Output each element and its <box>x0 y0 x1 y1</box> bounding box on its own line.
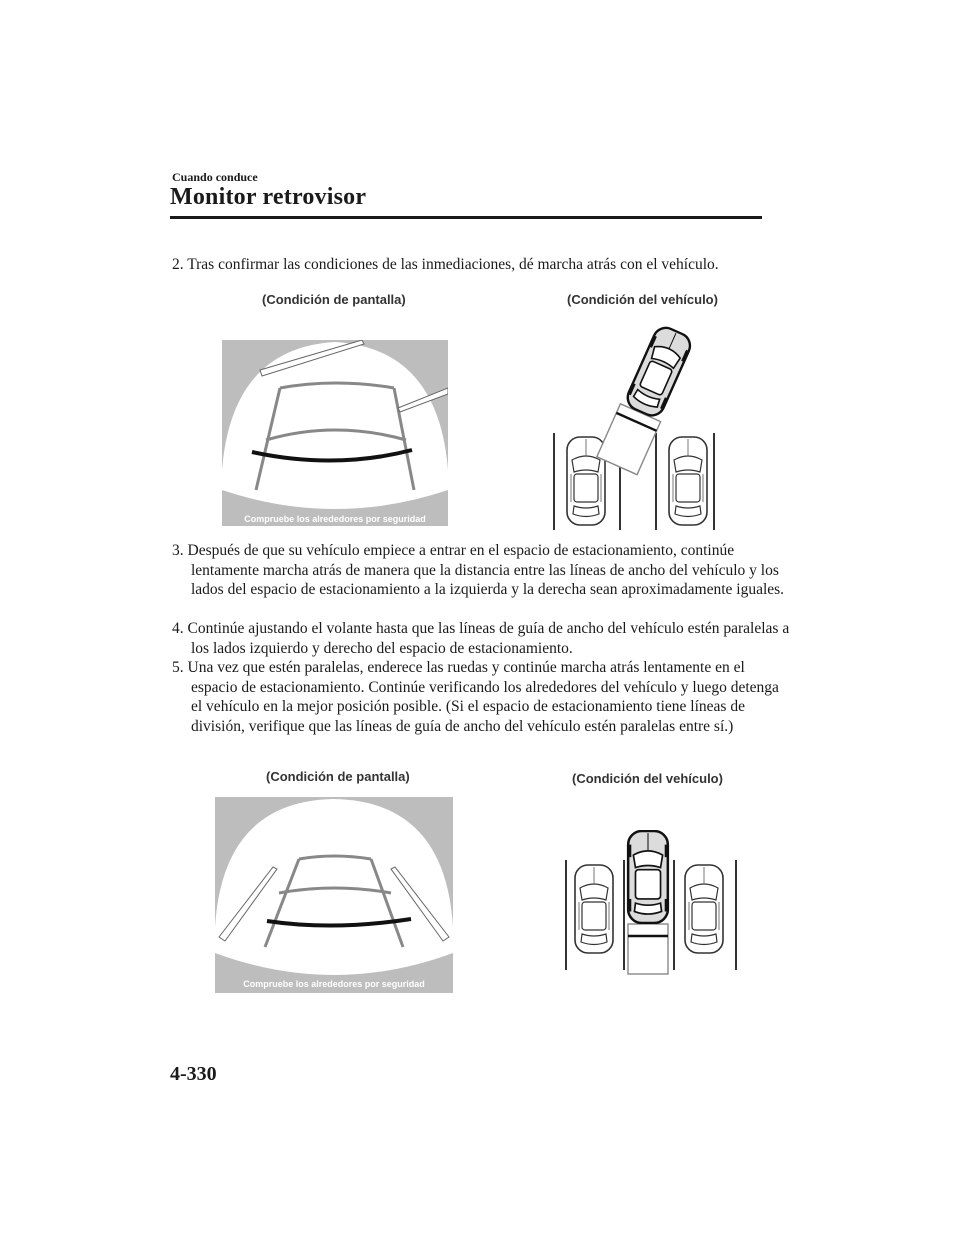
screen-caption-2: (Condición de pantalla) <box>266 769 410 784</box>
step-5: 5. Una vez que estén paralelas, enderece las ruedas y continúe marcha atrás lentamente en el espacio de estacionamiento. Continúe verificando los alrededores del vehículo y luego detenga el vehículo en la mejor posición posible. (Si el espacio de estacionamiento tiene líneas de división, verifique que las líneas de guía de ancho del vehículo estén paralelas entre sí.) <box>172 659 779 735</box>
step-3: 3. Después de que su vehículo empiece a entrar en el espacio de estacionamiento, continúe lentamente marcha atrás de manera que la distancia entre las líneas de ancho del vehículo y los lados del espacio de estacionamiento a la izquierda y la derecha sean aproximadamente iguales. <box>172 542 785 599</box>
vehicle-caption-1: (Condición del vehículo) <box>567 292 718 307</box>
page-number: 4-330 <box>170 1063 217 1085</box>
vehicle-view-figure-1 <box>546 318 730 530</box>
vehicle-view-figure-2 <box>562 828 740 978</box>
screen-caption-1: (Condición de pantalla) <box>262 292 406 307</box>
step-2: 2. Tras confirmar las condiciones de las inmediaciones, dé marcha atrás con el vehículo. <box>172 256 719 273</box>
screen-view-figure-1 <box>222 340 448 526</box>
screen-warning-2: Compruebe los alrededores por seguridad <box>243 979 425 989</box>
vehicle-caption-2: (Condición del vehículo) <box>572 771 723 786</box>
section-label: Cuando conduce <box>172 170 258 184</box>
step-4: 4. Continúe ajustando el volante hasta que las líneas de guía de ancho del vehículo estén paralelas a los lados izquierdo y derecho del espacio de estacionamiento. <box>172 620 790 657</box>
screen-view-figure-2 <box>215 797 453 993</box>
page-title: Monitor retrovisor <box>170 184 367 210</box>
screen-warning-1: Compruebe los alrededores por seguridad <box>244 514 426 524</box>
title-divider <box>170 216 762 219</box>
